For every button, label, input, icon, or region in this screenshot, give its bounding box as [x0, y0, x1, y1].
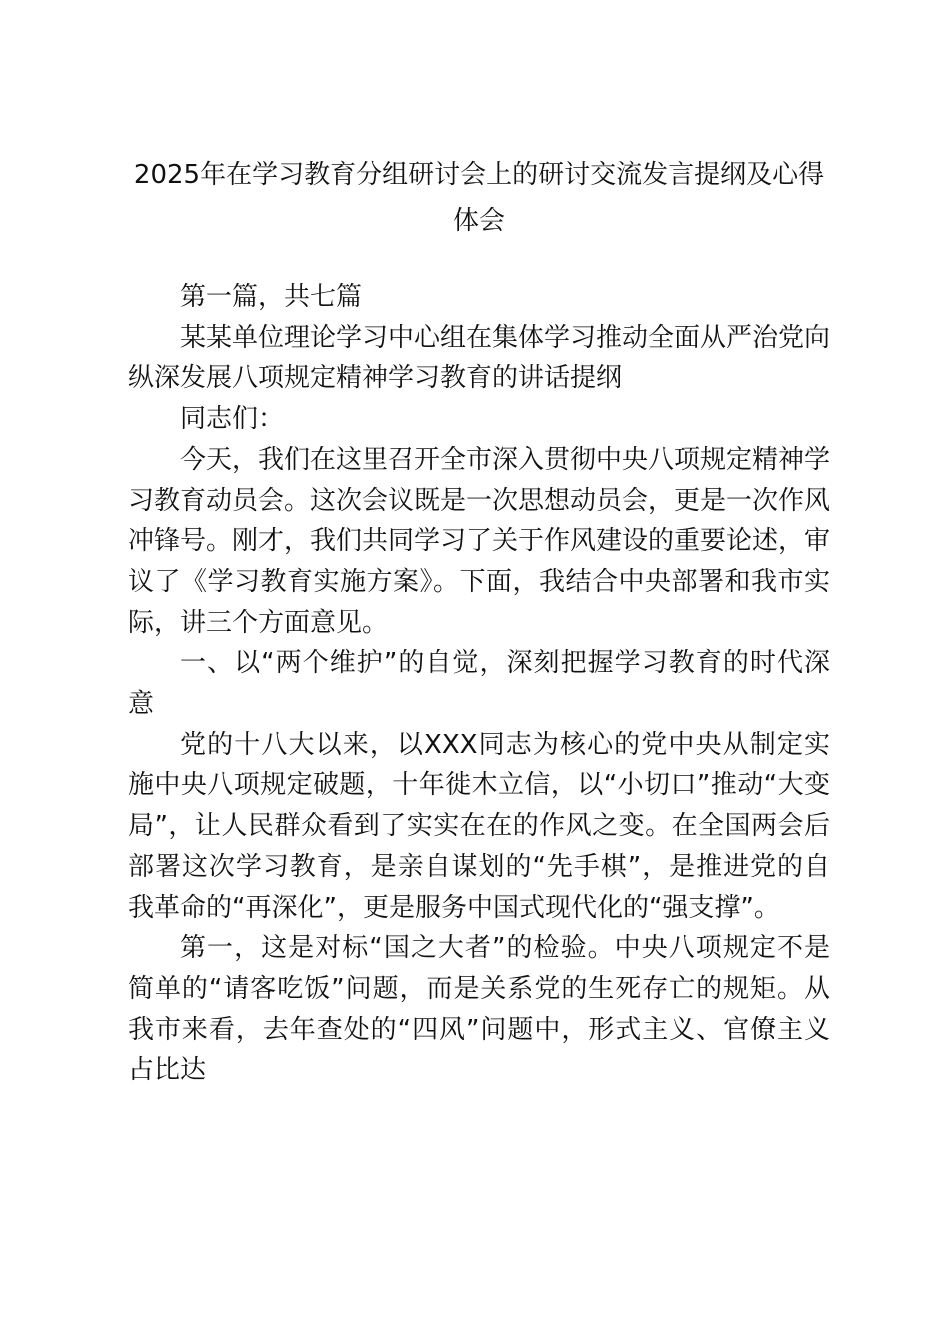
speech-title: 某某单位理论学习中心组在集体学习推动全面从严治党向纵深发展八项规定精神学习教育的讲话提纲 — [128, 322, 831, 394]
section-heading-one: 一、以“两个维护”的自觉，深刻把握学习教育的时代深意 — [128, 648, 830, 720]
document-body — [128, 277, 830, 1091]
body-paragraph: 党的十八大以来，以XXX同志为核心的党中央从制定实施中央八项规定破题，十年徙木立信，以“小切口”推动“大变局”，让人民群众看到了实实在在的作风之变。在全国两会后部署这次学习教育，是亲自谋划的“先手棋”，是推进党的自我革命的“再深化”，更是服务中国式现代化的“强支撑”。 — [128, 729, 830, 923]
document-title: 2025年在学习教育分组研讨会上的研讨交流发言提纲及心得体会 — [133, 160, 825, 236]
body-paragraph-point-one: 第一，这是对标“国之大者”的检验。中央八项规定不是简单的“请客吃饭”问题，而是关系党的生死存亡的规矩。从我市来看，去年查处的“四风”问题中，形式主义、官僚主义占比达 — [128, 933, 830, 1086]
intro-paragraph: 今天，我们在这里召开全市深入贯彻中央八项规定精神学习教育动员会。这次会议既是一次思想动员会，更是一次作风冲锋号。刚才，我们共同学习了关于作风建设的重要论述，审议了《学习教育实施方案》。下面，我结合中央部署和我市实际，讲三个方面意见。 — [128, 444, 831, 638]
section-label: 第一篇，共七篇 — [180, 282, 363, 312]
salutation: 同志们： — [180, 404, 285, 435]
